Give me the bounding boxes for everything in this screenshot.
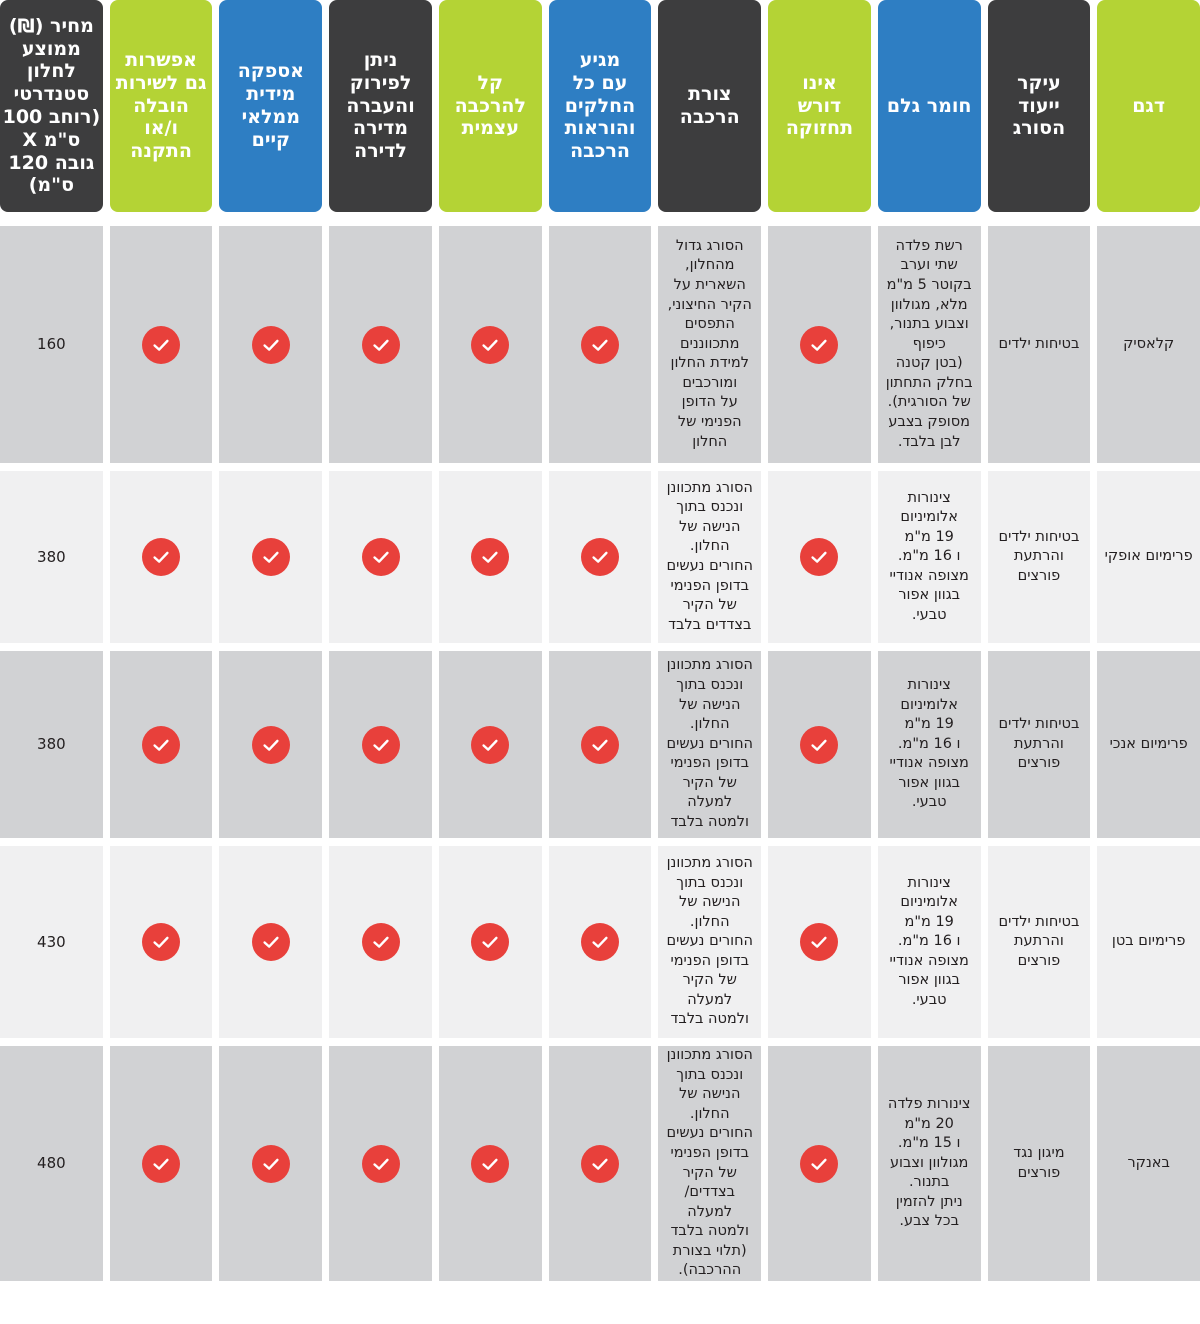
cell-easy-self-install (439, 471, 542, 651)
header-relocatable: ניתן לפירוק והעברה מדירה לדירה (329, 0, 432, 212)
cell-relocatable (329, 226, 432, 471)
header-model: דגם (1097, 0, 1200, 212)
check-circle-icon (800, 726, 838, 764)
cell-installation-type: הסורג מתכוונן ונכנס בתוך הנישה של החלון. החורים נעשים בדופן הפנימי של הקיר למעלה ולמטה בלבד (658, 651, 761, 846)
header-no-maintenance: אינו דורש תחזוקה (768, 0, 871, 212)
check-circle-icon (142, 726, 180, 764)
check-circle-icon (142, 923, 180, 961)
cell-price: 380 (0, 471, 103, 651)
cell-immediate-supply (219, 1046, 322, 1289)
cell-model: באנקר (1097, 1046, 1200, 1289)
header-delivery-install-service: אפשרות גם לשירות הובלה ו/או התקנה (110, 0, 213, 212)
cell-delivery-install-service (110, 471, 213, 651)
cell-purpose: בטיחות ילדים והרתעת פורצים (988, 846, 1091, 1046)
check-circle-icon (252, 326, 290, 364)
header-installation-type: צורת הרכבה (658, 0, 761, 212)
cell-material: צינורות אלומיניום 19 מ"מ ו 16 מ"מ. מצופה אנודיי בגוון אפור טבעי. (878, 846, 981, 1046)
check-circle-icon (252, 726, 290, 764)
cell-all-parts-included (549, 846, 652, 1046)
cell-installation-type: הסורג גדול מהחלון, השארית על הקיר החיצוני, התפסים מתכווננים למידת החלון ומורכבים על הדופן הפנימי של החלון (658, 226, 761, 471)
header-easy-self-install: קל להרכבה עצמית (439, 0, 542, 212)
check-circle-icon (471, 923, 509, 961)
cell-delivery-install-service (110, 1046, 213, 1289)
header-material: חומר גלם (878, 0, 981, 212)
cell-material: רשת פלדה שתי וערב בקוטר 5 מ"מ מלא, מגולוון וצבוע בתנור, כיפוף (בטן קטנה בחלק התחתון של הסורגית). מסופק בצבע לבן בלבד. (878, 226, 981, 471)
cell-relocatable (329, 471, 432, 651)
cell-purpose: בטיחות ילדים והרתעת פורצים (988, 471, 1091, 651)
header-purpose: עיקר ייעוד הסורג (988, 0, 1091, 212)
cell-installation-type: הסורג מתכוונן ונכנס בתוך הנישה של החלון. החורים נעשים בדופן הפנימי של הקיר בצדדים/ למעלה ולמטה בלבד (תלוי בצורת ההרכבה). (658, 1046, 761, 1289)
cell-price: 430 (0, 846, 103, 1046)
cell-no-maintenance (768, 471, 871, 651)
check-circle-icon (362, 1145, 400, 1183)
check-circle-icon (800, 923, 838, 961)
check-circle-icon (581, 923, 619, 961)
check-circle-icon (362, 726, 400, 764)
cell-model: קלאסיק (1097, 226, 1200, 471)
cell-delivery-install-service (110, 846, 213, 1046)
check-circle-icon (142, 1145, 180, 1183)
check-circle-icon (362, 923, 400, 961)
cell-all-parts-included (549, 226, 652, 471)
cell-model: פרימיום אנכי (1097, 651, 1200, 846)
cell-price: 160 (0, 226, 103, 471)
cell-purpose: בטיחות ילדים והרתעת פורצים (988, 651, 1091, 846)
cell-no-maintenance (768, 1046, 871, 1289)
cell-delivery-install-service (110, 226, 213, 471)
check-circle-icon (471, 726, 509, 764)
cell-installation-type: הסורג מתכוונן ונכנס בתוך הנישה של החלון. החורים נעשים בדופן הפנימי של הקיר בצדדים בלבד (658, 471, 761, 651)
check-circle-icon (581, 726, 619, 764)
cell-all-parts-included (549, 1046, 652, 1289)
cell-no-maintenance (768, 651, 871, 846)
cell-material: צינורות אלומיניום 19 מ"מ ו 16 מ"מ. מצופה אנודיי בגוון אפור טבעי. (878, 471, 981, 651)
cell-purpose: בטיחות ילדים (988, 226, 1091, 471)
cell-relocatable (329, 651, 432, 846)
cell-immediate-supply (219, 651, 322, 846)
check-circle-icon (800, 326, 838, 364)
check-circle-icon (142, 326, 180, 364)
check-circle-icon (252, 538, 290, 576)
cell-purpose: מיגון נגד פורצים (988, 1046, 1091, 1289)
cell-easy-self-install (439, 846, 542, 1046)
cell-material: צינורות אלומיניום 19 מ"מ ו 16 מ"מ. מצופה אנודיי בגוון אפור טבעי. (878, 651, 981, 846)
header-immediate-supply: אספקה מידית ממלאי קיים (219, 0, 322, 212)
check-circle-icon (581, 1145, 619, 1183)
check-circle-icon (800, 538, 838, 576)
check-circle-icon (252, 923, 290, 961)
cell-price: 480 (0, 1046, 103, 1289)
check-circle-icon (142, 538, 180, 576)
cell-model: פרימיום בטן (1097, 846, 1200, 1046)
cell-no-maintenance (768, 846, 871, 1046)
cell-price: 380 (0, 651, 103, 846)
check-circle-icon (252, 1145, 290, 1183)
cell-no-maintenance (768, 226, 871, 471)
cell-material: צינורות פלדה 20 מ"מ ו 15 מ"מ. מגולוון וצבוע בתנור. ניתן להזמין בכל צבע. (878, 1046, 981, 1289)
check-circle-icon (471, 1145, 509, 1183)
check-circle-icon (362, 538, 400, 576)
check-circle-icon (471, 538, 509, 576)
cell-model: פרימיום אופקי (1097, 471, 1200, 651)
header-average-price: מחיר (₪) ממוצע לחלון סטנדרטי (רוחב 100 ס"מ X גובה 120 ס"מ) (0, 0, 103, 212)
check-circle-icon (581, 538, 619, 576)
cell-immediate-supply (219, 471, 322, 651)
cell-relocatable (329, 1046, 432, 1289)
cell-immediate-supply (219, 846, 322, 1046)
cell-easy-self-install (439, 1046, 542, 1289)
cell-all-parts-included (549, 471, 652, 651)
cell-easy-self-install (439, 651, 542, 846)
cell-all-parts-included (549, 651, 652, 846)
cell-installation-type: הסורג מתכוונן ונכנס בתוך הנישה של החלון. החורים נעשים בדופן הפנימי של הקיר למעלה ולמטה בלבד (658, 846, 761, 1046)
cell-easy-self-install (439, 226, 542, 471)
cell-relocatable (329, 846, 432, 1046)
header-all-parts-included: מגיע עם כל החלקים והוראות הרכבה (549, 0, 652, 212)
cell-immediate-supply (219, 226, 322, 471)
check-circle-icon (800, 1145, 838, 1183)
cell-delivery-install-service (110, 651, 213, 846)
check-circle-icon (471, 326, 509, 364)
check-circle-icon (362, 326, 400, 364)
check-circle-icon (581, 326, 619, 364)
